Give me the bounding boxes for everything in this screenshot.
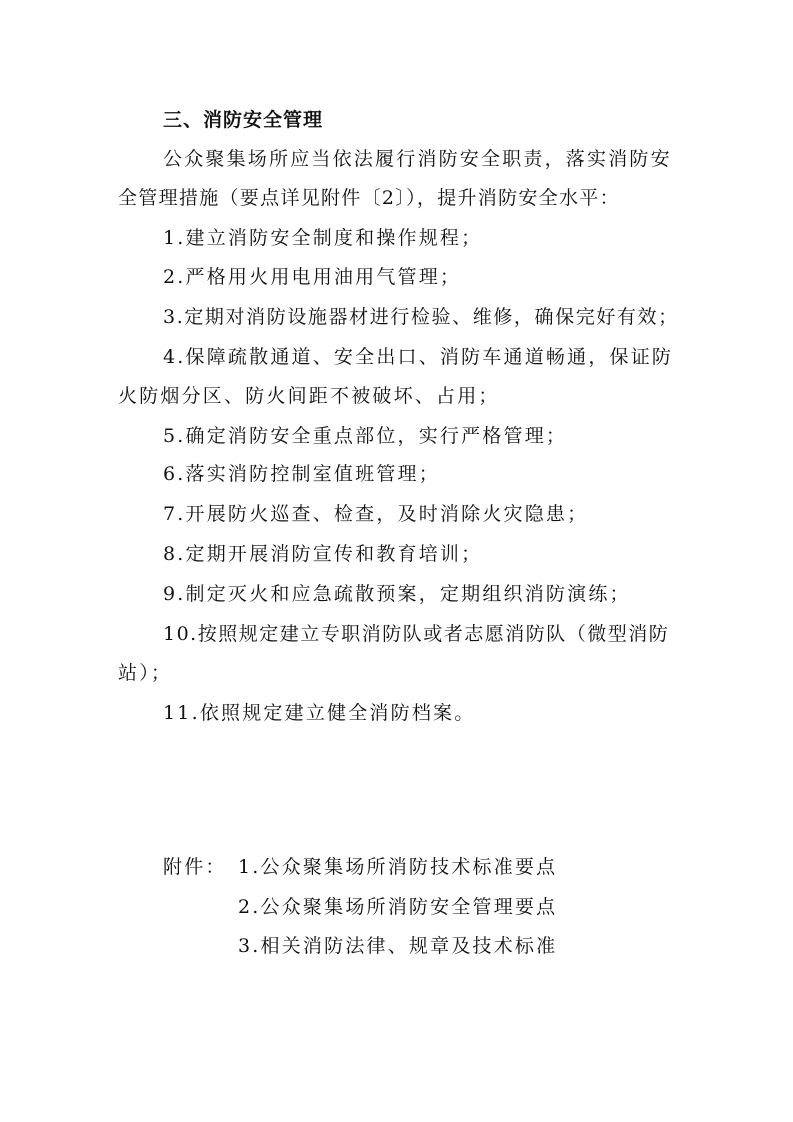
list-item: 4.保障疏散通道、安全出口、消防车通道畅通，保证防: [163, 346, 674, 368]
attachment-item: 3.相关消防法律、规章及技术标准: [238, 935, 558, 957]
list-item: 9.制定灭火和应急疏散预案，定期组织消防演练；: [163, 583, 631, 605]
list-item: 11.依照规定建立健全消防档案。: [163, 702, 476, 724]
list-item-continued: 站）；: [118, 662, 173, 684]
attachments-label: 附件：: [163, 856, 227, 878]
list-item: 2.严格用火用电用油用气管理；: [163, 266, 462, 288]
intro-line: 公众聚集场所应当依法履行消防安全职责，落实消防安: [163, 148, 672, 170]
list-item: 5.确定消防安全重点部位，实行严格管理；: [163, 425, 568, 447]
intro-line: 全管理措施（要点详见附件〔2〕），提升消防安全水平：: [118, 187, 620, 209]
attachment-item: 1.公众聚集场所消防技术标准要点: [238, 856, 558, 878]
list-item: 3.定期对消防设施器材进行检验、维修，确保完好有效；: [163, 306, 679, 328]
list-item: 10.按照规定建立专职消防队或者志愿消防队（微型消防: [163, 623, 670, 645]
list-item: 7.开展防火巡查、检查，及时消除火灾隐患；: [163, 503, 589, 525]
section-heading: 三、消防安全管理: [163, 109, 324, 131]
attachment-item: 2.公众聚集场所消防安全管理要点: [238, 896, 558, 918]
list-item-continued: 火防烟分区、防火间距不被破坏、占用；: [118, 385, 500, 407]
list-item: 1.建立消防安全制度和操作规程；: [163, 227, 483, 249]
list-item: 6.落实消防控制室值班管理；: [163, 463, 440, 485]
list-item: 8.定期开展消防宣传和教育培训；: [163, 543, 483, 565]
